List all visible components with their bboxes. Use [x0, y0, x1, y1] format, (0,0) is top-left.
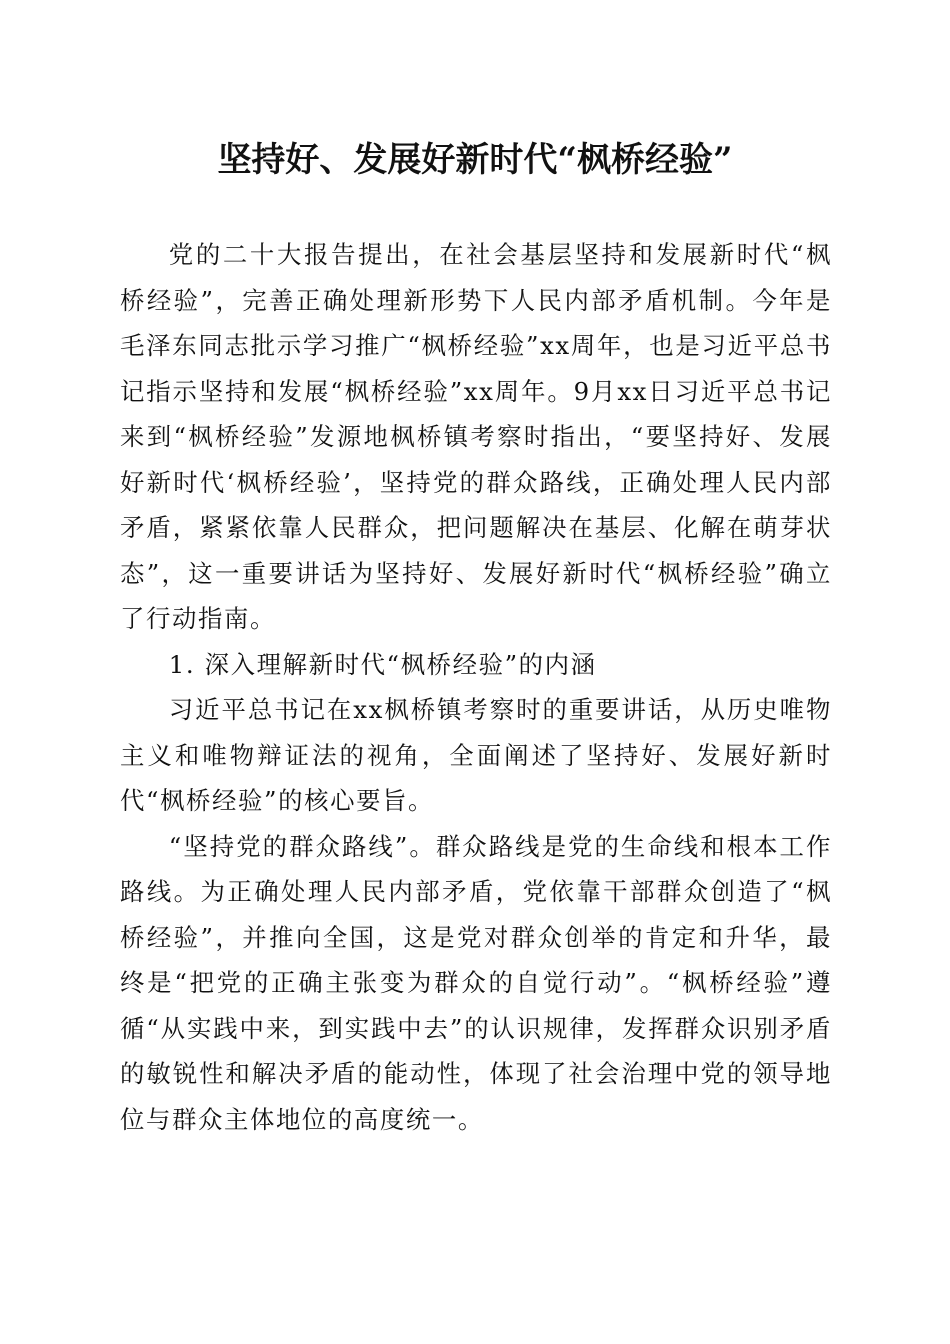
section-heading: 1. 深入理解新时代“枫桥经验”的内涵: [168, 649, 597, 679]
document-title: 坚持好、发展好新时代“枫桥经验”: [217, 140, 733, 180]
document-body: [120, 232, 832, 1142]
paragraph-speech: 习近平总书记在xx枫桥镇考察时的重要讲话，从历史唯物主义和唯物辩证法的视角，全面阐述了坚持好、发展好新时代“枫桥经验”的核心要旨。: [120, 695, 832, 815]
paragraph-mass-line: “坚持党的群众路线”。群众路线是党的生命线和根本工作路线。为正确处理人民内部矛盾，党依靠干部群众创造了“枫桥经验”，并推向全国，这是党对群众创举的肯定和升华，最终是“把党的正确主张变为群众的自觉行动”。“枫桥经验”遵循“从实践中来，到实践中去”的认识规律，发挥群众识别矛盾的敏锐性和解决矛盾的能动性，体现了社会治理中党的领导地位与群众主体地位的高度统一。: [120, 831, 832, 1134]
paragraph-intro: 党的二十大报告提出，在社会基层坚持和发展新时代“枫桥经验”，完善正确处理新形势下人民内部矛盾机制。今年是毛泽东同志批示学习推广“枫桥经验”xx周年，也是习近平总书记指示坚持和发展“枫桥经验”xx周年。9月xx日习近平总书记来到“枫桥经验”发源地枫桥镇考察时指出，“要坚持好、发展好新时代‘枫桥经验’，坚持党的群众路线，正确处理人民内部矛盾，紧紧依靠人民群众，把问题解决在基层、化解在萌芽状态”，这一重要讲话为坚持好、发展好新时代“枫桥经验”确立了行动指南。: [120, 240, 832, 633]
